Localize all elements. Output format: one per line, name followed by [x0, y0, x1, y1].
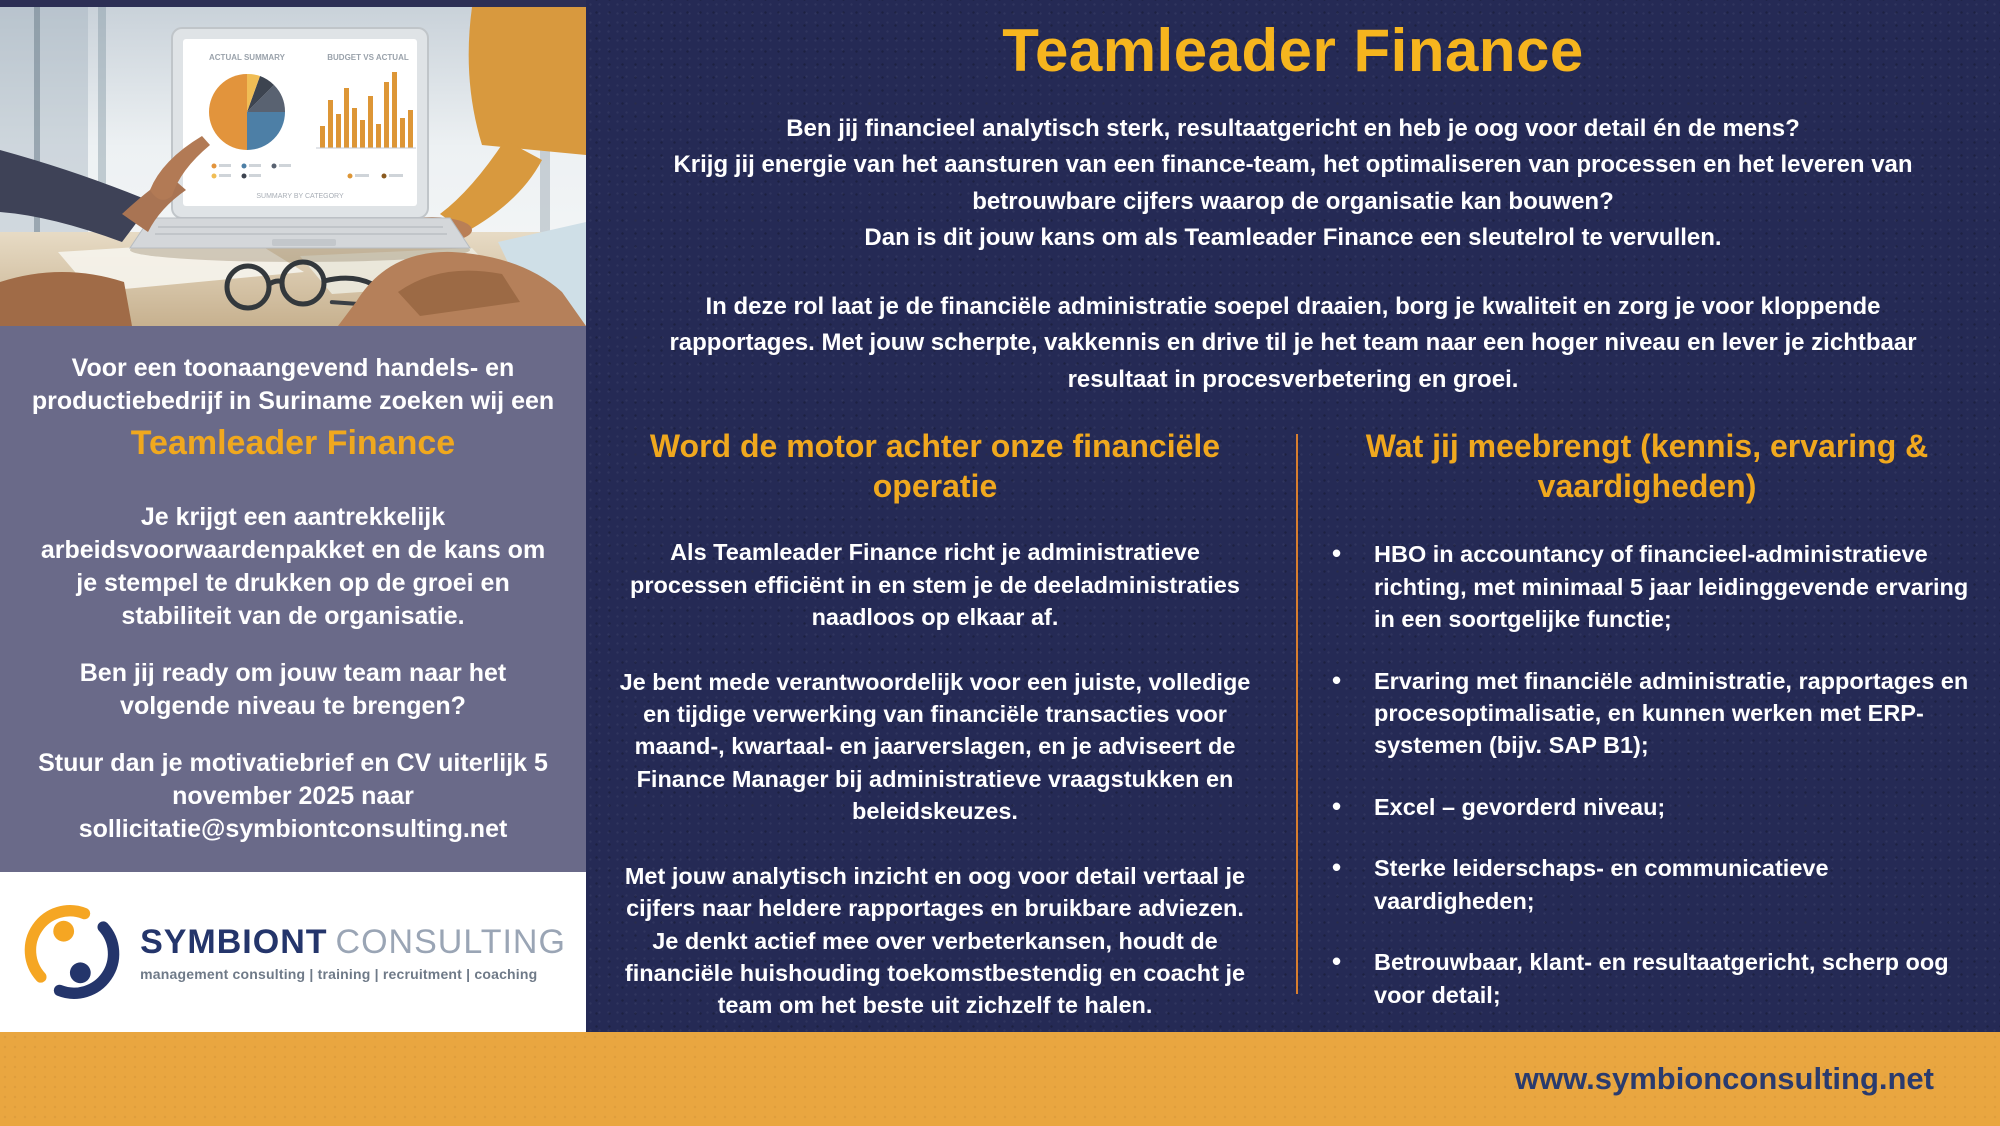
apply-instruction-paragraph — [30, 747, 556, 846]
vacancy-role-title: Teamleader Finance — [130, 424, 456, 462]
requirement-item: • Ervaring met financiële administratie, rapportages en procesoptimalisatie, en kunnen werken met ERP-systemen (bijv. SAP B1); — [1322, 665, 1972, 762]
intro-line-1: Ben jij financieel analytisch sterk, resultaatgericht en heb je oog voor detail én de mens? — [786, 115, 1800, 142]
screen-right-chart-title: BUDGET VS ACTUAL — [327, 53, 409, 62]
screen-bottom-label: SUMMARY BY CATEGORY — [256, 193, 344, 200]
intro-line-2: Krijg jij energie van het aansturen van een finance-team, het optimaliseren van processen en het leveren van betrouwbare cijfers waarop de organisatie kan bouwen? — [673, 151, 1913, 215]
benefits-paragraph: Je krijgt een aantrekkelijk arbeidsvoorwaardenpakket en de kans om je stempel te drukken op de groei en stabiliteit van de organisatie. — [40, 503, 546, 630]
company-logo-panel — [0, 872, 586, 1032]
role-paragraph-3: Met jouw analytisch inzicht en oog voor detail vertaal je cijfers naar heldere rapportages en bruikbare adviezen. Je denkt actief mee over verbeterkansen, houdt de financiële huishouding toekomstbestendig en coacht je team om het beste uit zichzelf te halen. — [624, 862, 1246, 1019]
intro-questions — [658, 111, 1928, 257]
website-url: www.symbionconsulting.net — [1514, 1061, 1934, 1096]
office-team-photo — [0, 0, 586, 326]
requirements-list — [1322, 538, 1972, 1104]
role-column-heading: Word de motor achter onze financiële operatie — [649, 428, 1221, 505]
office-photo-illustration — [0, 0, 586, 326]
requirement-item: • Sterke leiderschaps- en communicatieve vaardigheden; — [1322, 852, 1972, 917]
ready-question-paragraph: Ben jij ready om jouw team naar het volgende niveau te brengen? — [79, 659, 507, 720]
requirement-item: • HBO in accountancy of financieel-administratieve richting, met minimaal 5 jaar leidinggevende ervaring in een soortgelijke functie; — [1322, 538, 1972, 635]
requirement-item: • Betrouwbaar, klant- en resultaatgericht, scherp oog voor detail; — [1322, 946, 1972, 1011]
logo-wordmark — [140, 923, 566, 962]
apply-instruction-text: Stuur dan je motivatiebrief en CV uiterlijk 5 november 2025 naar — [38, 749, 548, 810]
page-title: Teamleader Finance — [1002, 17, 1584, 84]
logo-name-consulting: CONSULTING — [335, 922, 566, 961]
application-email: sollicitatie@symbiontconsulting.net — [78, 815, 508, 843]
laptop — [130, 28, 470, 262]
symbiont-logo-icon — [20, 900, 124, 1004]
company-intro-text: Voor een toonaangevend handels- en productiebedrijf in Suriname zoeken wij een — [31, 354, 555, 415]
column-role-description — [610, 426, 1260, 1104]
column-divider-line — [1296, 434, 1298, 994]
two-column-section — [586, 426, 2000, 1104]
vacancy-main-section — [586, 0, 2000, 1032]
left-summary-panel — [0, 326, 586, 872]
logo-text-block — [140, 923, 566, 982]
footer-bar — [0, 1032, 2000, 1126]
pie-chart — [209, 74, 285, 150]
column-requirements — [1322, 426, 1972, 1104]
logo-tagline: management consulting | training | recruitment | coaching — [140, 965, 538, 982]
role-summary-paragraph: In deze rol laat je de financiële administratie soepel draaien, borg je kwaliteit en zorg je voor kloppende rapportages. Met jouw scherpte, vakkennis en drive til je het team naar een hoger niveau en lever je zichtbaar resultaat in procesverbetering en groei. — [669, 292, 1917, 393]
role-column-body — [610, 536, 1260, 1021]
role-paragraph-1: Als Teamleader Finance richt je administratieve processen efficiënt in en stem je de deeladministraties naadloos op elkaar af. — [630, 539, 1240, 631]
requirement-item: • Excel – gevorderd niveau; — [1322, 791, 1972, 823]
logo-name-symbiont: SYMBIONT — [140, 922, 328, 961]
hand-on-papers — [0, 272, 132, 326]
intro-line-3: Dan is dit jouw kans om als Teamleader Finance een sleutelrol te vervullen. — [864, 224, 1722, 252]
requirements-column-heading: Wat jij meebrengt (kennis, ervaring & vaardigheden) — [1365, 428, 1929, 505]
role-paragraph-2: Je bent mede verantwoordelijk voor een juiste, volledige en tijdige verwerking van financiële transacties voor maand-, kwartaal- en jaarverslagen, en je adviseert de Finance Manager bij administratieve vraagstukken en beleidskeuzes. — [619, 668, 1251, 825]
screen-left-chart-title: ACTUAL SUMMARY — [209, 53, 285, 62]
